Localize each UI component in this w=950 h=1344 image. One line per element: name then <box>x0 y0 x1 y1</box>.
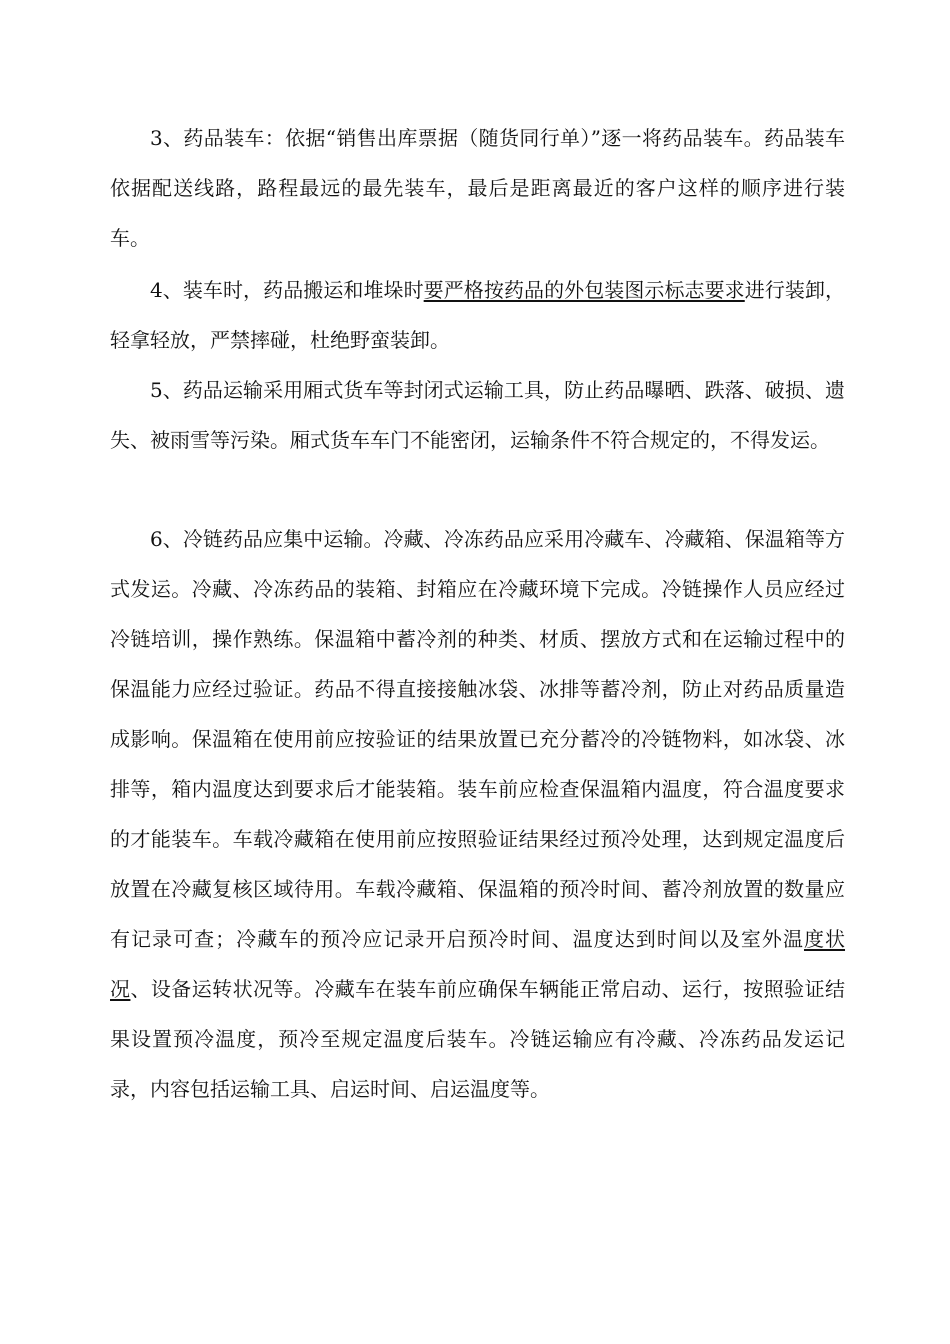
paragraph-text: 3、药品装车：依据“销售出库票据（随货同行单）”逐一将药品装车。药品装车依据配送线路，路程最远的最先装车，最后是距离最近的客户这样的顺序进行装车。 <box>110 126 845 250</box>
paragraph-text-before: 4、装车时，药品搬运和堆垛时 <box>150 278 424 302</box>
paragraph-text-before: 6、冷链药品应集中运输。冷藏、冷冻药品应采用冷藏车、冷藏箱、保温箱等方式发运。冷藏、冷冻药品的装箱、封箱应在冷藏环境下完成。冷链操作人员应经过冷链培训，操作熟练。保温箱中蓄冷剂的种类、材质、摆放方式和在运输过程中的保温能力应经过验证。药品不得直接接触冰袋、冰排等蓄冷剂，防止对药品质量造成影响。保温箱在使用前应按验证的结果放置已充分蓄冷的冷链物料，如冰袋、冰排等，箱内温度达到要求后才能装箱。装车前应检查保温箱内温度，符合温度要求的才能装车。车载冷藏箱在使用前应按照验证结果经过预冷处理，达到规定温度后放置在冷藏复核区域待用。车载冷藏箱、保温箱的预冷时间、蓄冷剂放置的数量应有记录可查；冷藏车的预冷应记录开启预冷时间、温度达到时间以及室外温 <box>110 527 845 951</box>
paragraph-transport-vehicle <box>110 365 845 465</box>
paragraph-loading-procedure <box>110 113 845 263</box>
paragraph-text-after: 进行装卸，轻拿轻放，严禁摔碰，杜绝野蛮装卸。 <box>110 278 846 352</box>
paragraph-text-after: 、设备运转状况等。冷藏车在装车前应确保车辆能正常启动、运行，按照验证结果设置预冷温度，预冷至规定温度后装车。冷链运输应有冷藏、冷冻药品发运记录，内容包括运输工具、启运时间、启运温度等。 <box>110 977 846 1101</box>
paragraph-cold-chain <box>110 514 845 1114</box>
paragraph-text: 5、药品运输采用厢式货车等封闭式运输工具，防止药品曝晒、跌落、破损、遗失、被雨雪等污染。厢式货车车门不能密闭，运输条件不符合规定的，不得发运。 <box>110 378 845 452</box>
paragraph-handling-rules <box>110 265 845 365</box>
underlined-text: 要严格按药品的外包装图示标志要求 <box>423 278 745 302</box>
underlined-text: 度状况 <box>110 927 846 1001</box>
